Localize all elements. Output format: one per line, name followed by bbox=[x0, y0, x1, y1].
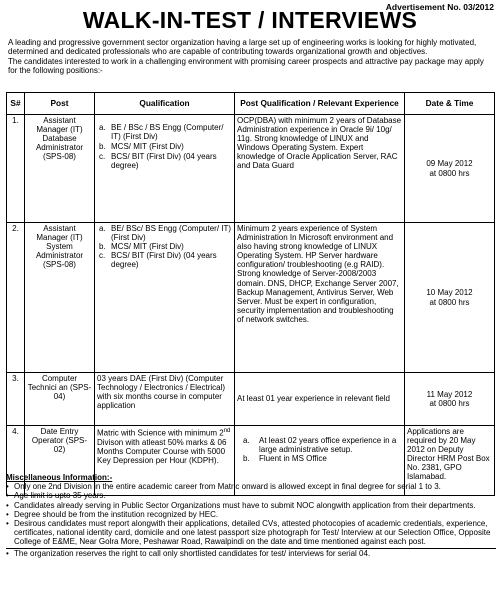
qualification-cell: 03 years DAE (First Div) (Computer Technology / Electronics / Electrical) with six months course in computer application bbox=[95, 373, 235, 426]
qualification-cell: Matric with Science with minimum 2nd Divison with atleast 50% marks & 06 Months Computer Course with 5000 Key Depression per Hour (KDPH). bbox=[95, 426, 235, 496]
experience-item: b. Fluent in MS Office bbox=[243, 454, 327, 464]
post-name: Date Entry Operator (SPS-02) bbox=[25, 426, 95, 496]
table-header-row bbox=[7, 93, 495, 115]
table-row bbox=[7, 223, 495, 373]
qualification-item: b. MCS/ MIT (First Div) bbox=[99, 142, 184, 152]
intro-paragraph: The candidates interested to work in a challenging environment with promising career prospects and attractive pay package may apply for the following positions:- bbox=[8, 56, 484, 76]
test-time: at 0800 hrs bbox=[429, 168, 470, 178]
post-name: Assistant Manager (IT) Database Administrator (SPS-08) bbox=[25, 115, 95, 223]
page-title: WALK-IN-TEST / INTERVIEWS bbox=[82, 7, 418, 33]
post-name: Computer Technici an (SPS-04) bbox=[25, 373, 95, 426]
test-date: 11 May 2012 bbox=[426, 389, 473, 399]
qualification-item: b. MCS/ MIT (First Div) bbox=[99, 242, 184, 252]
experience-cell: OCP(DBA) with minimum 2 years of Database Administration experience in Oracle 9i/ 10g/ 11g. Strong knowledge of LINUX and Windows Operating System. Expert knowledge of Oracle Application Server, RAC and Data Guard bbox=[235, 115, 405, 223]
misc-item: • Degree should be from the institution recognized by HEC. bbox=[6, 509, 219, 519]
row-number: 1. bbox=[7, 115, 25, 223]
qualification-cell bbox=[95, 115, 235, 223]
date-time-cell bbox=[405, 373, 495, 426]
qualification-item: a. BE/ BSc/ BS Engg (Computer/ IT) (First Div) bbox=[99, 224, 232, 243]
misc-heading: Miscellaneous Information:- bbox=[6, 473, 113, 482]
bullet-icon: • bbox=[6, 491, 9, 501]
experience-item: a. At least 02 years office experience in a large administrative setup. bbox=[243, 436, 397, 455]
test-time: at 0800 hrs bbox=[429, 297, 470, 307]
bullet-icon: • bbox=[6, 519, 9, 529]
misc-item: • Only one 2nd Division in the entire academic career from Matric onward is allowed except in final degree for serial 1 to 3. bbox=[6, 482, 441, 492]
qualification-item: a. BE / BSc / BS Engg (Computer/ IT) (First Div) bbox=[99, 123, 224, 142]
experience-cell: At least 01 year experience in relevant field bbox=[235, 373, 405, 426]
bullet-icon: • bbox=[6, 548, 9, 558]
misc-information bbox=[6, 473, 496, 558]
header-post-qualification: Post Qualification / Relevant Experience bbox=[235, 93, 405, 115]
misc-item: • Candidates already serving in Public Sector Organizations must have to submit NOC alongwith application from their departments. bbox=[6, 500, 476, 510]
intro-text bbox=[8, 38, 494, 76]
advertisement-number: Advertisement No. 03/2012 bbox=[385, 2, 494, 12]
positions-table bbox=[6, 92, 495, 496]
experience-cell: Minimum 2 years experience of System Administration In Microsoft environment and also having strong knowledge of LINUX Operating System. HP Server hardware configuration/ troubleshooting (e.g RAID). Strong knowledge of Server-2008/2003 domain. DNS, DHCP, Exchange Server 2007, Backup Management, Antivirus Server, Web Server. Must be expert in configuration, security implementation and troubleshooting of network switches. bbox=[235, 223, 405, 373]
bullet-icon: • bbox=[6, 500, 9, 510]
header-qualification: Qualification bbox=[95, 93, 235, 115]
qualification-item: c. BCS/ BIT (First Div) (04 years degree) bbox=[99, 152, 217, 171]
intro-paragraph: A leading and progressive government sector organization having a large set up of engineering works is looking for highly motivated, determined and dedicated professionals who are capable of contributing towards organizational growth and objectives. bbox=[8, 38, 477, 57]
test-date: 10 May 2012 bbox=[426, 288, 473, 298]
row-number: 2. bbox=[7, 223, 25, 373]
header-date-time: Date & Time bbox=[405, 93, 495, 115]
misc-item: • The organization reserves the right to call only shortlisted candidates for test/ interviews for serial 04. bbox=[6, 548, 496, 558]
qualification-item: c. BCS/ BIT (First Div) (04 years degree) bbox=[99, 251, 217, 270]
test-date: 09 May 2012 bbox=[426, 159, 473, 169]
row-number: 4. bbox=[7, 426, 25, 496]
header-post: Post bbox=[25, 93, 95, 115]
post-name: Assistant Manager (IT) System Administrator (SPS-08) bbox=[25, 223, 95, 373]
bullet-icon: • bbox=[6, 509, 9, 519]
bullet-icon: • bbox=[6, 482, 9, 492]
table-row bbox=[7, 115, 495, 223]
test-time: at 0800 hrs bbox=[429, 399, 470, 408]
table-row bbox=[7, 373, 495, 426]
misc-item: • Desirous candidates must report alongwith their applications, detailed CVs, attested photocopies of academic credentials, experience, certificates, national identity card, domicile and one latest passport size photograph for Test/ Interview at our Selection Office, Opposite College of E&ME, Near Golra More, Peshawar Road, Rawalpindi on the date and time mentioned against each post. bbox=[6, 519, 491, 547]
application-deadline: Applications are required by 20 May 2012 on Deputy Director HRM Post Box No. 2381, GPO Islamabad. bbox=[405, 426, 495, 496]
date-time-cell bbox=[405, 223, 495, 373]
row-number: 3. bbox=[7, 373, 25, 426]
misc-item: • Age limit is upto 35 years. bbox=[6, 491, 106, 501]
date-time-cell bbox=[405, 115, 495, 223]
header-sn: S# bbox=[7, 93, 25, 115]
qualification-cell bbox=[95, 223, 235, 373]
